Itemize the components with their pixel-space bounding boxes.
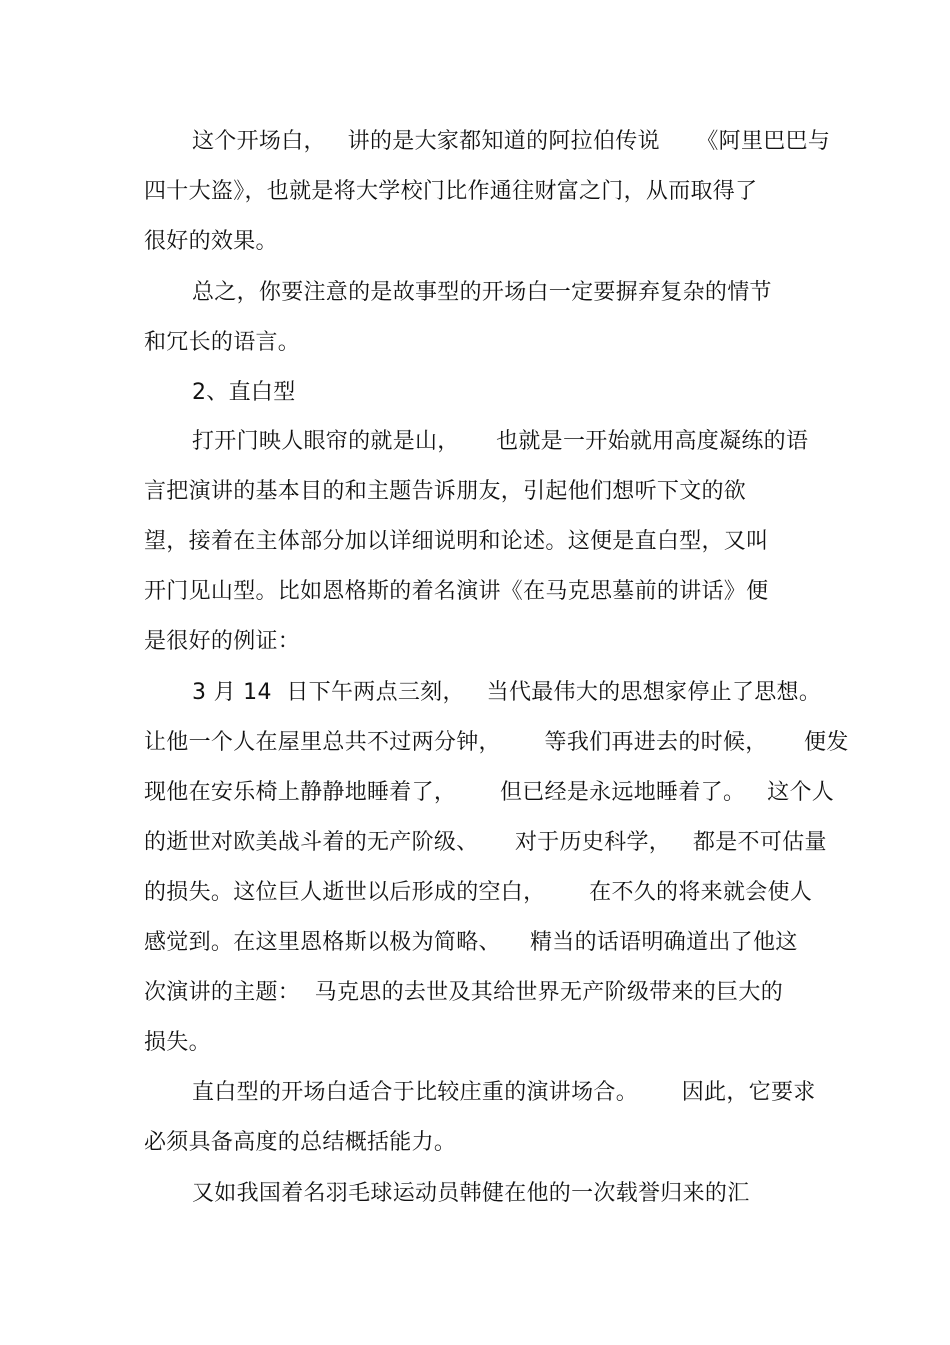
text-line: 言把演讲的基本目的和主题告诉朋友，引起他们想听下文的欲: [144, 479, 747, 504]
section-heading: 2、直白型: [192, 380, 296, 405]
text-line: 必须具备高度的总结概括能力。: [144, 1130, 457, 1155]
text-line: 的逝世对欧美战斗着的无产阶级、 对于历史科学， 都是不可估量: [144, 830, 827, 855]
text-line: 感觉到。在这里恩格斯以极为简略、 精当的话语明确道出了他这: [144, 930, 798, 955]
text-line: 开门见山型。比如恩格斯的着名演讲《在马克思墓前的讲话》便: [144, 579, 769, 604]
text-line: 又如我国着名羽毛球运动员韩健在他的一次载誉归来的汇: [192, 1181, 750, 1206]
text-line: 损失。: [144, 1030, 211, 1055]
text-line: 直白型的开场白适合于比较庄重的演讲场合。 因此，它要求: [192, 1080, 816, 1105]
text-line: 打开门映人眼帘的就是山， 也就是一开始就用高度凝练的语: [192, 429, 809, 454]
text-line: 总之，你要注意的是故事型的开场白一定要摒弃复杂的情节: [192, 280, 772, 305]
text-line: 的损失。这位巨人逝世以后形成的空白， 在不久的将来就会使人: [144, 880, 813, 905]
text-line: 让他一个人在屋里总共不过两分钟， 等我们再进去的时候， 便发: [144, 730, 849, 755]
text-line: 现他在安乐椅上静静地睡着了， 但已经是永远地睡着了。 这个人: [144, 780, 835, 805]
text-line: 3 月 14 日下午两点三刻， 当代最伟大的思想家停止了思想。: [192, 680, 822, 705]
text-line: 和冗长的语言。: [144, 330, 301, 355]
text-line: 这个开场白， 讲的是大家都知道的阿拉伯传说 《阿里巴巴与: [192, 129, 831, 154]
text-line: 望，接着在主体部分加以详细说明和论述。这便是直白型，又叫: [144, 529, 769, 554]
text-line: 很好的效果。: [144, 229, 278, 254]
text-line: 次演讲的主题： 马克思的去世及其给世界无产阶级带来的巨大的: [144, 980, 783, 1005]
text-line: 四十大盗》，也就是将大学校门比作通往财富之门，从而取得了: [144, 179, 758, 204]
text-line: 是很好的例证：: [144, 629, 301, 654]
